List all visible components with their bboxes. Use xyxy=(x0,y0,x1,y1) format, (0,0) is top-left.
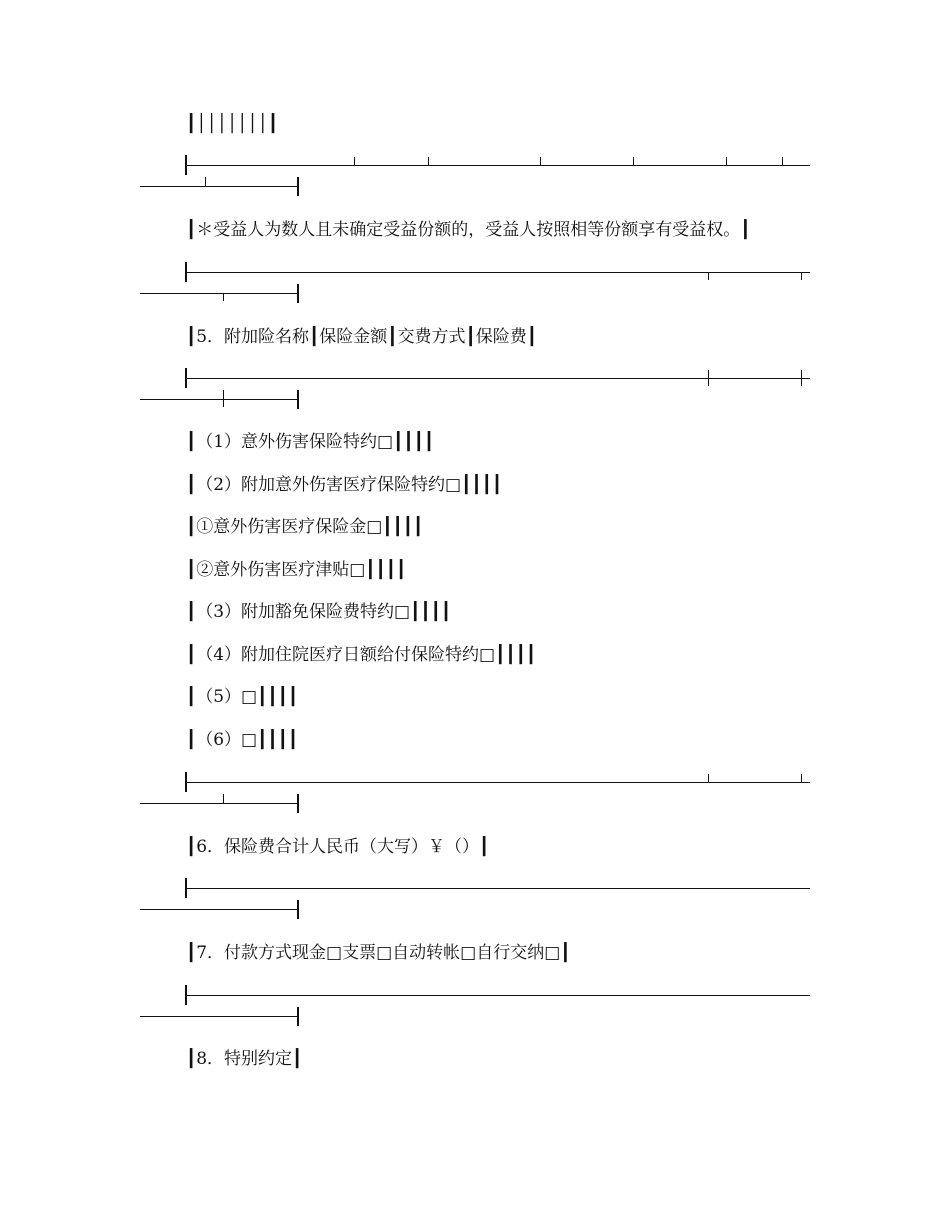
text-row-rider-6: ┃（6）□┃┃┃┃ xyxy=(186,730,299,750)
text-row-premium-total: ┃6．保险费合计人民币（大写）￥（）┃ xyxy=(186,837,490,857)
text-row-beneficiary-note: ┃＊受益人为数人且未确定受益份额的，受益人按照相等份额享有受益权。┃ xyxy=(186,220,751,240)
text-row-rider-header: ┃5．附加险名称┃保险金额┃交费方式┃保险费┃ xyxy=(186,327,537,347)
text-row-rider-2: ┃（2）附加意外伤害医疗保险特约□┃┃┃┃ xyxy=(186,475,503,495)
text-row-header-bars: ┃│││││││┃ xyxy=(186,114,279,134)
text-row-special-agreement: ┃8．特别约定┃ xyxy=(186,1049,303,1069)
text-row-rider-2a: ┃①意外伤害医疗保险金□┃┃┃┃ xyxy=(186,517,424,537)
text-row-rider-3: ┃（3）附加豁免保险费特约□┃┃┃┃ xyxy=(186,602,452,622)
text-row-rider-4: ┃（4）附加住院医疗日额给付保险特约□┃┃┃┃ xyxy=(186,645,537,665)
text-row-rider-2b: ┃②意外伤害医疗津贴□┃┃┃┃ xyxy=(186,560,407,580)
text-row-rider-1: ┃（1）意外伤害保险特约□┃┃┃┃ xyxy=(186,432,435,452)
text-row-rider-5: ┃（5）□┃┃┃┃ xyxy=(186,687,299,707)
text-row-payment-method: ┃7．付款方式现金□支票□自动转帐□自行交纳□┃ xyxy=(186,943,571,963)
